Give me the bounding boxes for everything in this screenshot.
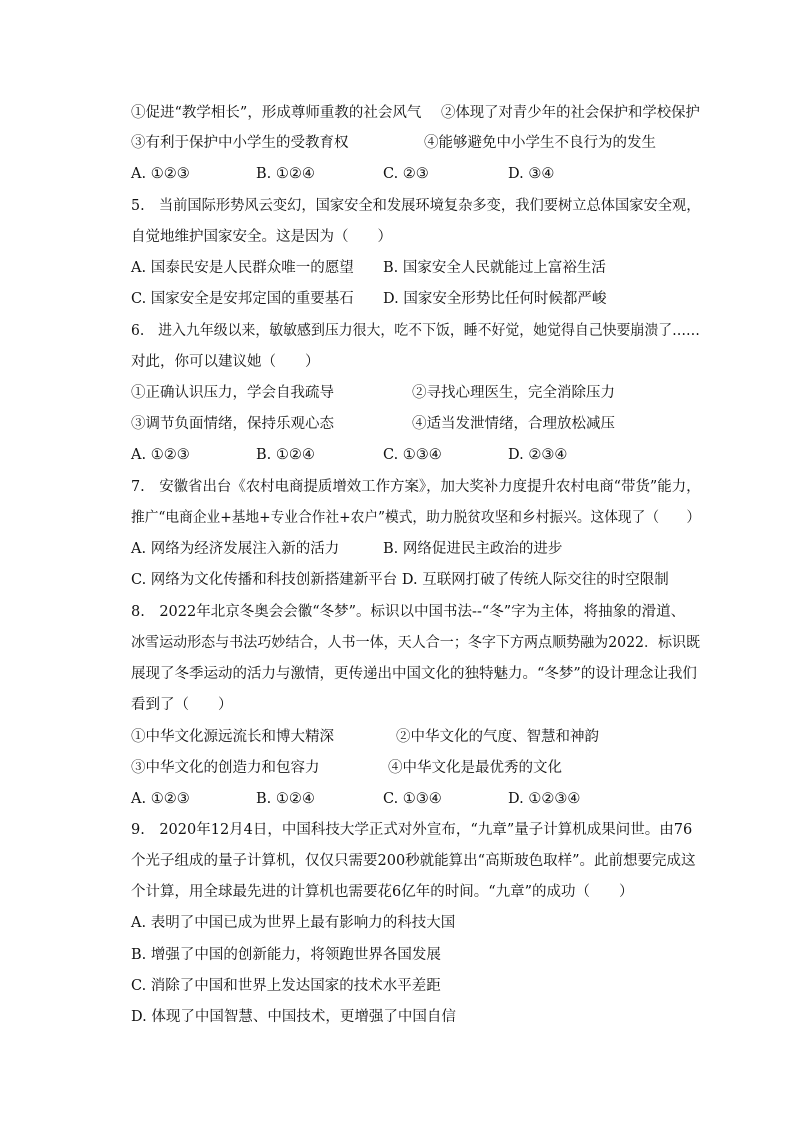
- q4-option-1: ①促进“教学相长”，形成尊师重教的社会风气: [131, 105, 422, 121]
- q7-stem-line-2: 推广“电商企业+基地+专业合作社+农户”模式，助力脱贫攻坚和乡村振兴。这体现了（ ）: [131, 510, 701, 526]
- q6-stem-line-2: 对此，你可以建议她（ ）: [131, 354, 320, 370]
- q9-stem-line-2: 个光子组成的量子计算机，仅仅只需要200秒就能算出“高斯玻色取样”。此前想要完成这: [131, 853, 696, 869]
- q9-choice-a: A. 表明了中国已成为世界上最有影响力的科技大国: [131, 915, 456, 931]
- q8-option-4: ④中华文化是最优秀的文化: [388, 760, 562, 776]
- q8-option-2: ②中华文化的气度、智慧和神韵: [396, 729, 599, 745]
- q9-stem-line-1: 9. 2020年12月4日，中国科技大学正式对外宣布，“九章”量子计算机成果问世。由76: [131, 822, 693, 838]
- q5-choice-b: B. 国家安全人民就能过上富裕生活: [383, 260, 606, 276]
- q8-stem-line-3: 展现了冬季运动的活力与激情，更传递出中国文化的独特魅力。“冬梦”的设计理念让我们: [131, 666, 697, 682]
- q8-choice-a: A. ①②③: [131, 791, 190, 807]
- q6-option-2: ②寻找心理医生，完全消除压力: [412, 385, 615, 401]
- q8-option-1: ①中华文化源远流长和博大精深: [131, 729, 334, 745]
- q6-option-3: ③调节负面情绪，保持乐观心态: [131, 416, 334, 432]
- q6-option-4: ④适当发泄情绪，合理放松减压: [412, 416, 615, 432]
- q7-choice-a: A. 网络为经济发展注入新的活力: [131, 541, 340, 557]
- q6-choice-c: C. ①③④: [383, 447, 442, 463]
- q6-choice-a: A. ①②③: [131, 447, 190, 463]
- q9-choice-c: C. 消除了中国和世界上发达国家的技术水平差距: [131, 978, 441, 994]
- q8-stem-line-4: 看到了（ ）: [131, 697, 233, 713]
- q4-choice-a: A. ①②③: [131, 166, 190, 182]
- q8-option-3: ③中华文化的创造力和包容力: [131, 760, 320, 776]
- q7-stem-line-1: 7. 安徽省出台《农村电商提质增效工作方案》，加大奖补力度提升农村电商“带货”能力，: [131, 479, 701, 495]
- q5-choice-c: C. 国家安全是安邦定国的重要基石: [131, 291, 354, 307]
- q6-choice-d: D. ②③④: [508, 447, 568, 463]
- q6-option-1: ①正确认识压力，学会自我疏导: [131, 385, 334, 401]
- q5-choice-a: A. 国泰民安是人民群众唯一的愿望: [131, 260, 354, 276]
- q8-choice-c: C. ①③④: [383, 791, 442, 807]
- q4-option-3: ③有利于保护中小学生的受教育权: [131, 135, 349, 151]
- q6-stem-line-1: 6. 进入九年级以来，敏敏感到压力很大，吃不下饭，睡不好觉，她觉得自己快要崩溃了……: [131, 323, 700, 339]
- q8-stem-line-2: 冰雪运动形态与书法巧妙结合，人书一体，天人合一；冬字下方两点顺势融为2022．标识既: [131, 635, 701, 651]
- q4-option-4: ④能够避免中小学生不良行为的发生: [424, 135, 656, 151]
- q9-choice-d: D. 体现了中国智慧、中国技术，更增强了中国自信: [131, 1009, 456, 1025]
- q5-choice-d: D. 国家安全形势比任何时候都严峻: [383, 291, 607, 307]
- q7-choice-b: B. 网络促进民主政治的进步: [383, 541, 563, 557]
- q8-choice-b: B. ①②④: [256, 791, 315, 807]
- q4-choice-b: B. ①②④: [256, 166, 315, 182]
- q4-choice-c: C. ②③: [383, 166, 429, 182]
- q4-choice-d: D. ③④: [508, 166, 555, 182]
- q8-choice-d: D. ①②③④: [508, 791, 581, 807]
- q9-choice-b: B. 增强了中国的创新能力，将领跑世界各国发展: [131, 947, 441, 963]
- q5-stem-line-2: 自觉地维护国家安全。这是因为（ ）: [131, 229, 392, 245]
- q4-option-2: ②体现了对青少年的社会保护和学校保护: [441, 105, 700, 121]
- q9-stem-line-3: 个计算，用全球最先进的计算机也需要花6亿年的时间。“九章”的成功（ ）: [131, 884, 634, 900]
- q8-stem-line-1: 8. 2022年北京冬奥会会徽“冬梦”。标识以中国书法--“冬”字为主体，将抽象的滑道、: [131, 604, 686, 620]
- q5-stem-line-1: 5. 当前国际形势风云变幻，国家安全和发展环境复杂多变，我们要树立总体国家安全观，: [131, 198, 701, 214]
- q7-choice-cd: C. 网络为文化传播和科技创新搭建新平台 D. 互联网打破了传统人际交往的时空限制: [131, 572, 669, 588]
- q6-choice-b: B. ①②④: [256, 447, 315, 463]
